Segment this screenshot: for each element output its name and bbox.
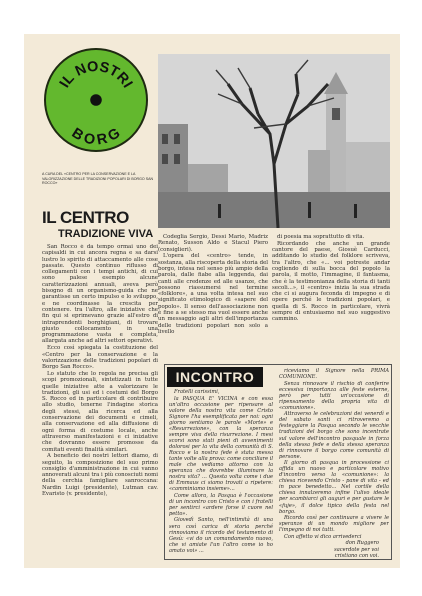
logo-text-top: IL NOSTRI: [56, 58, 136, 91]
article-column-1: [42, 244, 158, 558]
paragraph: Il giorno di pasqua in processione ci affida un nuovo e particolare motivo d'incontro verso la «comunione»: la chiesa ricevendo Cristo - pane di vita - ed in pace benedetto... Nel cortile della chiesa innalzeremo infine l'ulivo ideale per scambiarci gli auguri e per gustare le «fuje», il dolce tipico della festa nel borgo.: [279, 460, 389, 515]
logo-graphic: [46, 50, 146, 150]
paragraph: Come allora, la Pasqua è l'occasione di un incontro con Cristo e con i fratelli per sentirci «ardere forse il cuore nel petto».: [169, 492, 273, 517]
paragraph: riceviamo il Signore nella PRIMA COMUNIONE.: [279, 368, 389, 381]
paragraph: Attraverso le celebrazioni dei venerdì e del sabato santi ci ritroveremo a festeggiare la Pasqua secondo le vecchie tradizioni del borgo che sono incentrate sul valore dell'incontro pasquale in forza della stessa fede e della stessa speranza di rinnovare il borgo come comunità di persone.: [279, 411, 389, 460]
signature-line: sacerdote per voi: [334, 546, 379, 553]
svg-text:IL NOSTRI: [57, 59, 136, 91]
article-column-3: [272, 234, 390, 364]
incontro-column-1: [169, 389, 273, 557]
paragraph: Con affetto vi dico arrivederci: [284, 533, 362, 540]
paragraph: di poesia ma soprattutto di vita.: [277, 234, 365, 240]
paragraph: Fratelli carissimi,: [174, 389, 220, 395]
borg-logo: [44, 48, 148, 152]
incontro-box: [164, 364, 392, 560]
incontro-heading: INCONTRO: [167, 367, 263, 387]
paragraph: Giovedì Santo, nell'intimità di una sera così carica di storia perché rinnoviamo il ricordo del testamento di Gesù: «vi do un comandamento nuovo, che vi amiate l'un l'altro come io ho amato voi» ...: [169, 517, 273, 554]
paragraph: San Rocco è da tempo ormai uno dei capisaldi in cui ancora regna e sa darsi lustro lo spirito di attaccamento alle cose passate. Questo continuo riflusso di collegamenti con i tempi antichi, di cui sono palese esempio alcune caratterizzazioni annuali, aveva però bisogno di un organismo-guida che ne garantisse un certo impulso e lo sviluppo, e ne coordinasse la crescita per contenere. tra l'altro, alle iniziative che fin qui si eprimevano grazie all'estro di intraprendenti borghigiani, di trovare giusto collocamento in una programmazione vasta e completa, allargata anche ad altri settori operativi.: [42, 244, 158, 345]
section-caption: A CURA DEL «CENTRO PER LA CONSERVAZIONE E LA VALORIZZAZIONE DELLE TRADIZIONI POPOLARI DI BORGO SAN ROCCO»: [42, 172, 154, 186]
article-title: IL CENTRO: [42, 208, 129, 227]
paragraph: la PASQUA E' VICINA e con essa un'altra occasione per ripensare al valore della nostra vita come Cristo Signore l'ha esemplificata per noi: ogni giorno sentiamo le parole «Morte» e «Resurrezione», con la speranza sempre viva della risurrezione. I mesi scorsi sono stati pieni di avvenimenti dolorosi per la vita della comunità di S. Rocco e la nostra fede è stata messa tante volte alla prova: come conciliare il male che vediamo attorno con la speranza che dovrebbe illuminare la nostra vita? ... Questa volta come i due di Emmaus ci siamo trovati a ripetere: «camminiamo insieme»...: [169, 395, 273, 493]
village-photo: [158, 54, 390, 228]
logo-text-bottom: BORG: [68, 125, 124, 149]
article-column-2: [158, 234, 268, 364]
paragraph: L'opera del «centro» tende, in sostanza, alla riscoperta della storia del borgo, intesa nel senso più ampio della parola, dalle fiabe alla leggenda, dai canti alle credenze ed alle usanze, che possono riassumersi nel termine «folklore», a una volta intesa nel suo significato etimologico di «sapere del popolo». Il senso dell'associazione non è fine a se stesso ma vuol essere anche un messaggio agli altri dell'importanza delle tradizioni popolari non solo a livello: [158, 253, 268, 335]
paragraph: A beneficio dei nostri lettori diamo, di seguito, la composizione del suo primo consiglio d'amministrazione in cui vanno annoverati alcuni tra i più conosciuti nomi della cerchia famigliare sanroccana: Nardin Luigi (presidente), Lutman cav. Evaristo (v. presidente),: [42, 453, 158, 498]
paragraph: Lo statuto che lo regola ne precisa gli scopi promozionali, sintetizzati in tutte quelle iniziative atte a valorizzare le tradizioni, gli usi ed i costumi del Borgo S. Rocco ed in particolare di contribuire allo studio, tenerne l'indagine storica degli stessi, alla ricerca ed alla conservazione dei documenti e cimeli, alla conservazione ed alla diffusione di ogni forma di costume locale, anche attraverso manifestazioni e ci iniziative che dovranno essere promosse da comitati eventi finalità similari.: [42, 370, 158, 453]
signature-line: don Ruggero: [345, 540, 379, 547]
paragraph: Senza rinnovare il rischio di conferire eccessiva importanza alle feste esterne, però per tutti un'occasione di ripensamento della propria vita di «comunione».: [279, 380, 389, 411]
article-subtitle: TRADIZIONE VIVA: [58, 228, 154, 240]
incontro-column-2: [279, 368, 389, 558]
paragraph: Ecco così spiegata la costituzione del «Centro per la conservazione e la valorizzazione delle tradizioni popolari di Borgo San Rocco».: [42, 345, 158, 371]
signature-line: cristiano con voi.: [334, 553, 379, 558]
svg-text:BORG: [69, 125, 123, 148]
magazine-page: [24, 34, 400, 568]
paragraph: Ricordando che anche un grande cantore del paese, Giosuè Carducci, additando lo studio del folklore scriveva, tra l'altro, che «... voi potreste andar cogliendo di sulla bocca del popolo la parola, il motto, l'immagine, il fantasma, che è la testimonianza della storia di tanti secoli...», il «centro» inizia la sua strada che ci si augura feconda di impegno e di opere perché le tradizioni popolari, e quella di S. Rocco in particolare, vivrà sempre di entusiasmo nel suo suggestivo cammino.: [272, 240, 390, 323]
paragraph: Codeglia Sergio, Dessi Mario, Madriz Renato, Susson Aldo e Stacul Piero (consiglieri).: [158, 234, 268, 253]
paragraph: Ricordo così per continuare a vivere le speranze di un mondo migliore per l'impegno di noi tutti.: [279, 515, 389, 534]
